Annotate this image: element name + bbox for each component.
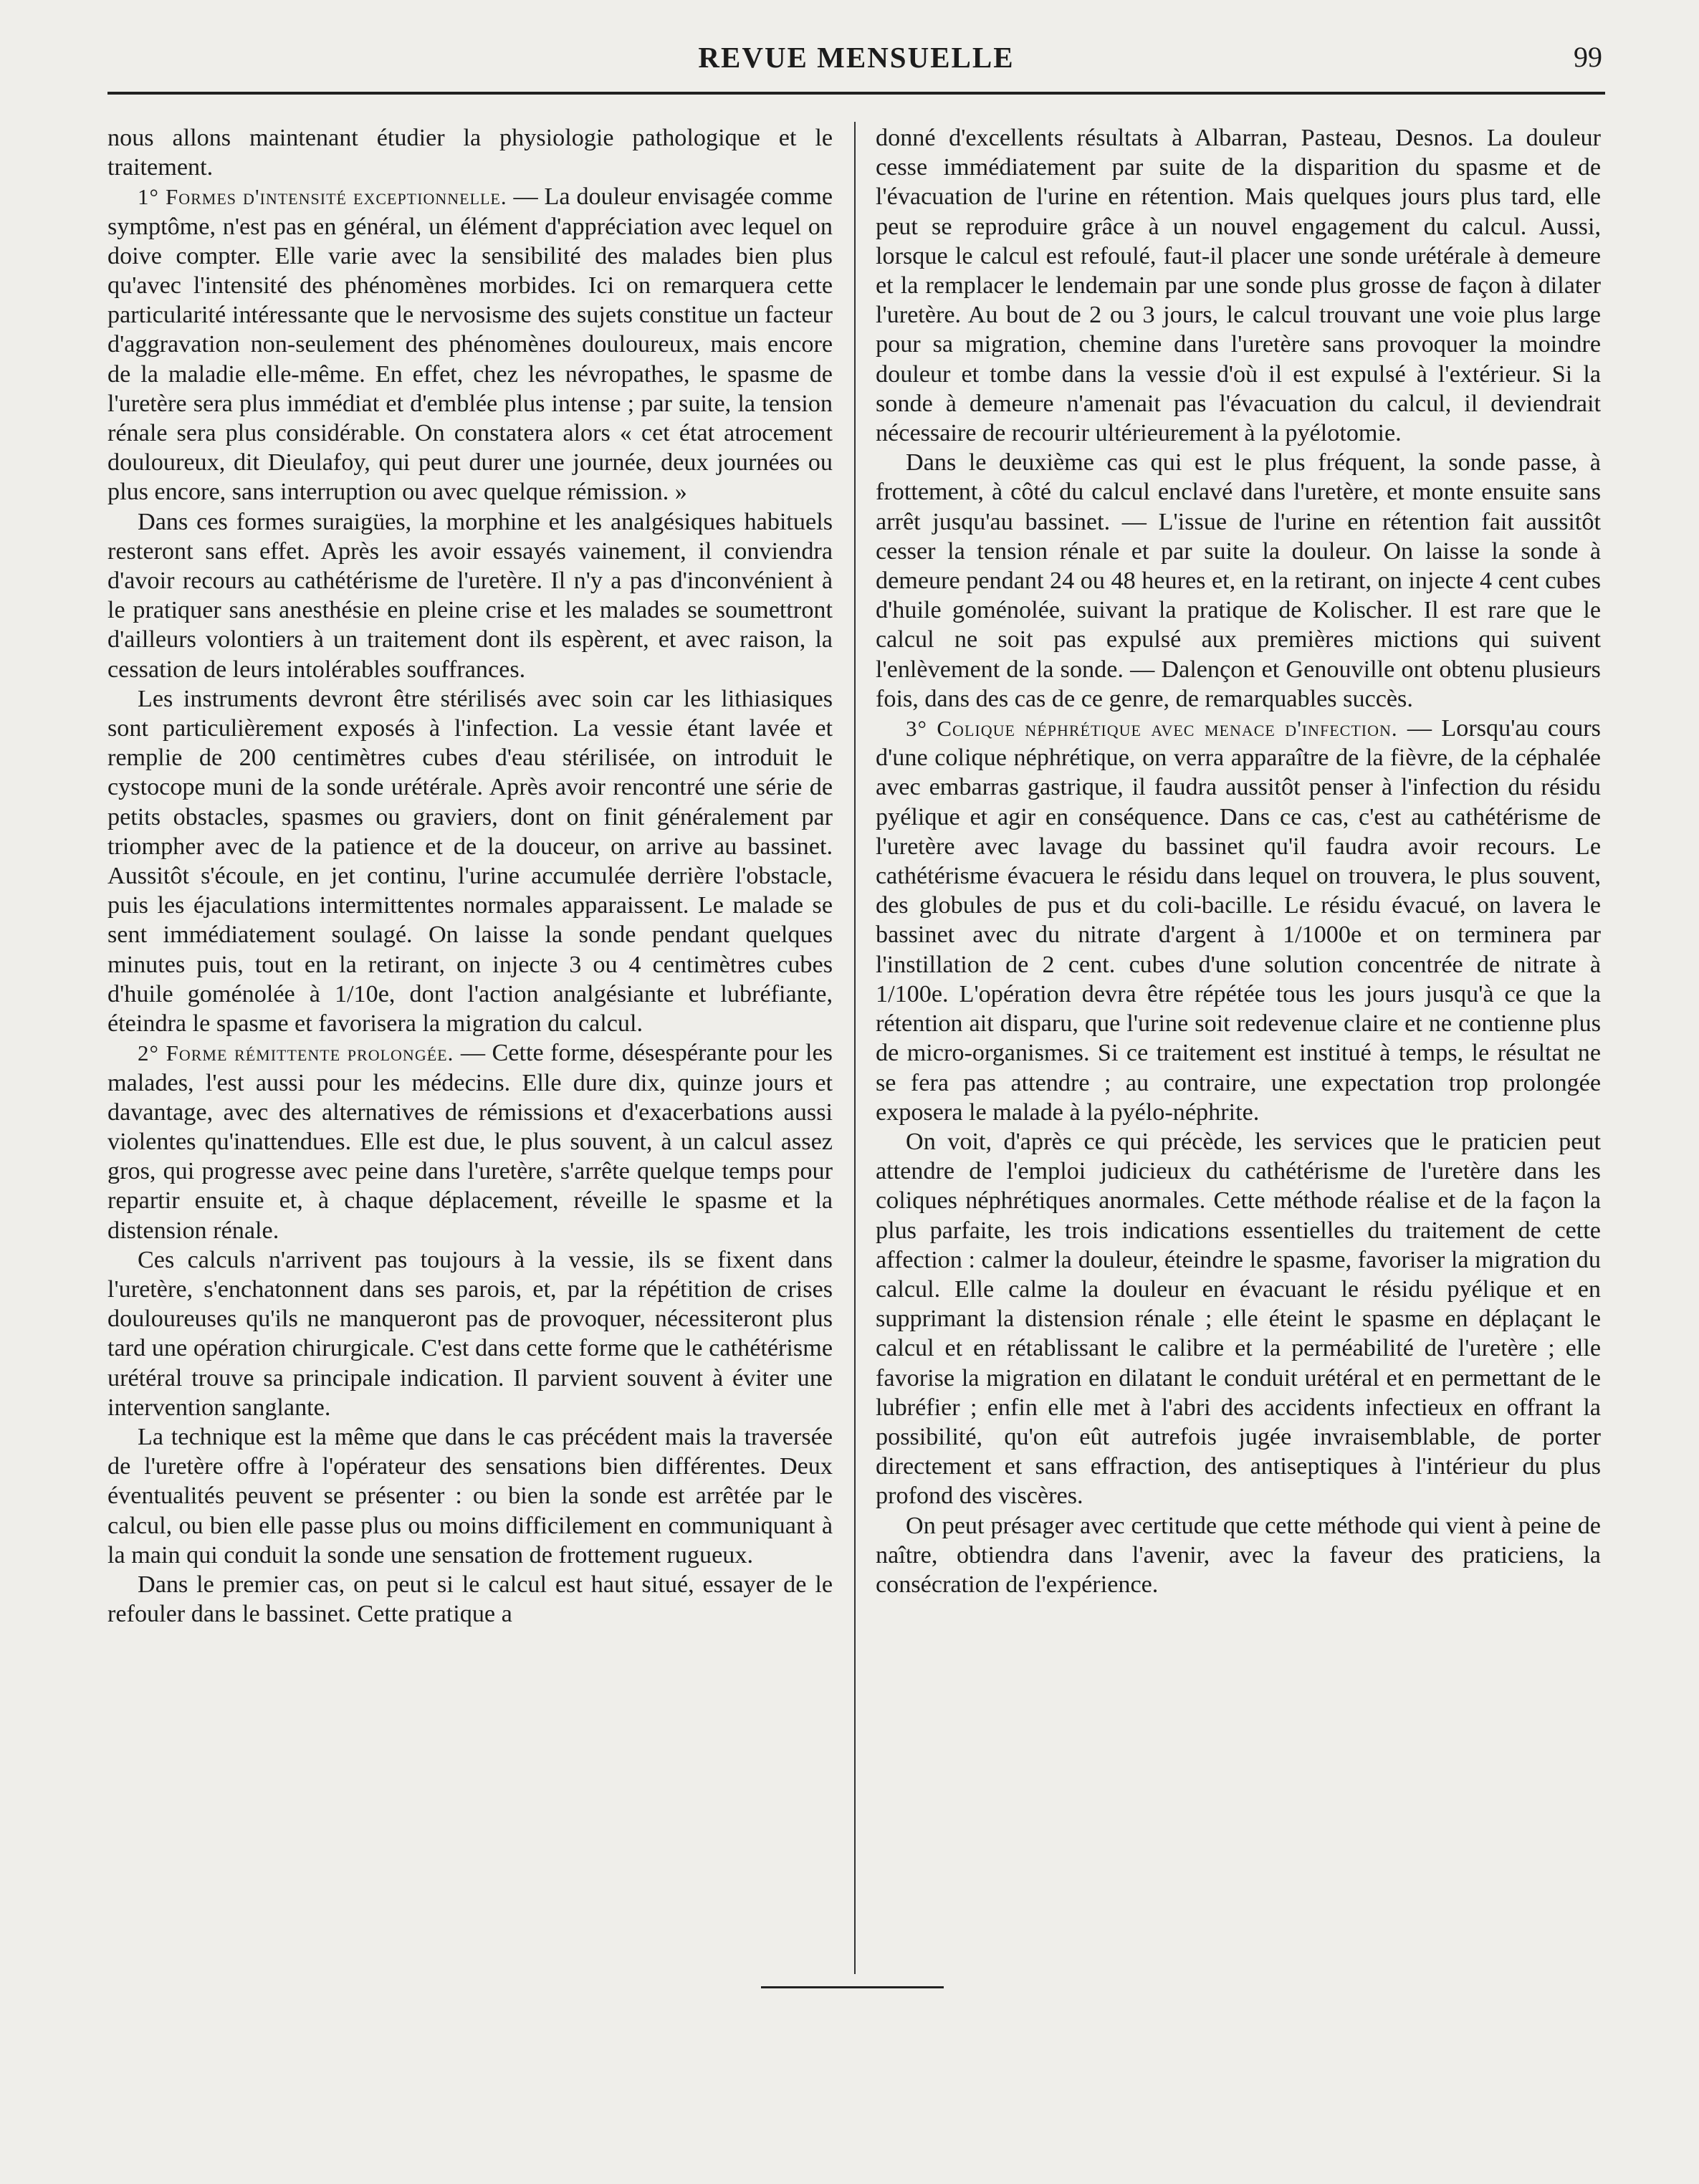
paragraph-text: — La douleur envisagée comme symptôme, n'est pas en général, un élément d'appréciation avec lequel on doive compter. Elle varie avec la sensibilité des malades bien plus qu'avec l'intensité des phénomènes morbides. Ici on remarquera cette particularité intéressante que le nervosisme des sujets constitue un facteur d'aggravation non-seulement des phénomènes douloureux, mais encore de la maladie elle-même. En effet, chez les névropathes, le spasme de l'uretère sera plus immédiat et d'emblée plus intense ; par suite, la tension rénale sera plus considérable. On constatera alors « cet état atrocement douloureux, dit Dieulafoy, qui peut durer une journée, deux journées ou plus encore, sans interruption ou avec quelque rémission. » [107, 183, 833, 506]
left-column [107, 123, 833, 1629]
paragraph: Dans le premier cas, on peut si le calcul est haut situé, essayer de le refouler dans le bassinet. Cette pratique a [107, 1571, 833, 1628]
paragraph: On voit, d'après ce qui précède, les services que le praticien peut attendre de l'emploi judicieux du cathétérisme de l'uretère dans les coliques néphrétiques anormales. Cette méthode réalise et de la façon la plus parfaite, les trois indications essentielles du traitement de cette affection : calmer la douleur, éteindre le spasme, favoriser la migration du calcul. Elle calme la douleur en évacuant le résidu pyélique et en supprimant la distension rénale ; elle éteint le spasme en déplaçant le calcul et en rétablissant le calibre et la perméabilité de l'uretère ; elle favorise la migration en dilatant le conduit urétéral et en permettant de le lubréfier ; enfin elle met à l'abri des accidents infectieux en offrant la possibilité, qu'on eût autrefois jugée invraisemblable, de porter directement et sans effraction, des antiseptiques à l'intérieur du plus profond des viscères. [876, 1128, 1601, 1510]
page-header [107, 40, 1605, 83]
paragraph [107, 182, 833, 507]
page-number: 99 [1574, 41, 1602, 73]
header-rule [107, 92, 1605, 95]
paragraph: La technique est la même que dans le cas précédent mais la traversée de l'uretère offre à l'opérateur des sensations bien différentes. Deux éventualités peuvent se présenter : ou bien la sonde est arrêtée par le calcul, ou bien elle passe plus ou moins difficilement en communiquant à la main qui conduit la sonde une sensation de frottement rugueux. [107, 1423, 833, 1568]
section-heading: 1° Formes d'intensité exceptionnelle. [138, 184, 507, 210]
section-heading: 3° Colique néphrétique avec menace d'infection. [906, 716, 1398, 742]
paragraph: On peut présager avec certitude que cette méthode qui vient à peine de naître, obtiendra dans l'avenir, avec la faveur des praticiens, la consécration de l'expérience. [876, 1512, 1601, 1598]
paragraph: Les instruments devront être stérilisés avec soin car les lithiasiques sont particulièrement exposés à l'infection. La vessie étant lavée et remplie de 200 centimètres cubes d'eau stérilisée, on introduit le cystocope muni de la sonde urétérale. Après avoir rencontré une série de petits obstacles, spasmes ou graviers, dont on finit généralement par triompher avec de la patience et de la douceur, on arrive au bassinet. Aussitôt s'écoule, en jet continu, l'urine accumulée derrière l'obstacle, puis les éjaculations intermittentes normales apparaissent. Le malade se sent immédiatement soulagé. On laisse la sonde pendant quelques minutes puis, tout en la retirant, on injecte 3 ou 4 centimètres cubes d'huile goménolée à 1/10e, dont l'action analgésiante et lubréfiante, éteindra le spasme et favorisera la migration du calcul. [107, 685, 833, 1038]
paragraph-text: — Cette forme, désespérante pour les malades, l'est aussi pour les médecins. Elle dure dix, quinze jours et davantage, avec des alternatives de rémissions et d'exacerbations aussi violentes qu'inattendues. Elle est due, le plus souvent, à un calcul assez gros, qui progresse avec peine dans l'uretère, s'arrête quelque temps pour repartir ensuite et, à chaque déplacement, réveille le spasme et la distension rénale. [107, 1040, 833, 1244]
end-rule [761, 1986, 944, 1988]
paragraph-text: — Lorsqu'au cours d'une colique néphrétique, on verra apparaître de la fièvre, de la céphalée avec embarras gastrique, il faudra aussitôt penser à l'infection du résidu pyélique et agir en conséquence. Dans ce cas, c'est au cathétérisme de l'uretère avec lavage du bassinet qu'il faudra avoir recours. Le cathétérisme évacuera le résidu dans lequel on trouvera, le plus souvent, des globules de pus et du coli-bacille. Le résidu évacué, on lavera le bassinet avec du nitrate d'argent à 1/1000e et on terminera par l'instillation de 2 cent. cubes d'une solution concentrée de nitrate à 1/100e. L'opération devra être répétée tous les jours jusqu'à ce que la rétention ait disparu, que l'urine soit redevenue claire et ne contienne plus de micro-organismes. Si ce traitement est institué à temps, le résultat ne se fera pas attendre ; au contraire, une expectation trop prolongée exposera le malade à la pyélo-néphrite. [876, 715, 1601, 1126]
paragraph: donné d'excellents résultats à Albarran, Pasteau, Desnos. La douleur cesse immédiatement par suite de la disparition du spasme et de l'évacuation de l'urine en rétention. Mais quelques jours plus tard, elle peut se reproduire grâce à un nouvel engagement du calcul. Aussi, lorsque le calcul est refoulé, faut-il placer une sonde urétérale à demeure et la remplacer le lendemain par une sonde plus grosse de façon à dilater l'uretère. Au bout de 2 ou 3 jours, le calcul trouvant une voie plus large pour sa migration, chemine dans l'uretère sans provoquer la moindre douleur et tombe dans la vessie d'où il est expulsé à l'extérieur. Si la sonde à demeure n'amenait pas l'évacuation du calcul, il deviendrait nécessaire de recourir ultérieurement à la pyélotomie. [876, 125, 1601, 447]
right-column [876, 123, 1601, 1599]
paragraph: Dans ces formes suraigües, la morphine et les analgésiques habituels resteront sans effet. Après les avoir essayés vainement, il conviendra d'avoir recours au cathétérisme de l'uretère. Il n'y a pas d'inconvénient à le pratiquer sans anesthésie en pleine crise et les malades se soumettront d'ailleurs volontiers à un traitement dont ils espèrent, et avec raison, la cessation de leurs intolérables souffrances. [107, 508, 833, 683]
column-divider [854, 122, 856, 1974]
paragraph [107, 1038, 833, 1245]
paragraph: Dans le deuxième cas qui est le plus fréquent, la sonde passe, à frottement, à côté du calcul enclavé dans l'uretère, et monte ensuite sans arrêt jusqu'au bassinet. — L'issue de l'urine en rétention fait aussitôt cesser la tension rénale et par suite la douleur. On laisse la sonde à demeure pendant 24 ou 48 heures et, en la retirant, on injecte 4 cent cubes d'huile goménolée, suivant la pratique de Kolischer. Il est rare que le calcul ne soit pas expulsé aux premières mictions qui suivent l'enlèvement de la sonde. — Dalençon et Genouville ont obtenu plusieurs fois, dans des cas de ce genre, de remarquables succès. [876, 449, 1601, 712]
section-heading: 2° Forme rémittente prolongée. [138, 1040, 454, 1066]
running-title: REVUE MENSUELLE [698, 41, 1015, 74]
paragraph: Ces calculs n'arrivent pas toujours à la vessie, ils se fixent dans l'uretère, s'enchatonnent dans ses parois, et, par la répétition de crises douloureuses qu'ils ne manqueront pas de provoquer, nécessiteront plus tard une opération chirurgicale. C'est dans cette forme que le cathétérisme urétéral trouve sa principale indication. Il parvient souvent à éviter une intervention sanglante. [107, 1246, 833, 1421]
paragraph [876, 714, 1601, 1127]
paragraph: nous allons maintenant étudier la physiologie pathologique et le traitement. [107, 125, 833, 181]
